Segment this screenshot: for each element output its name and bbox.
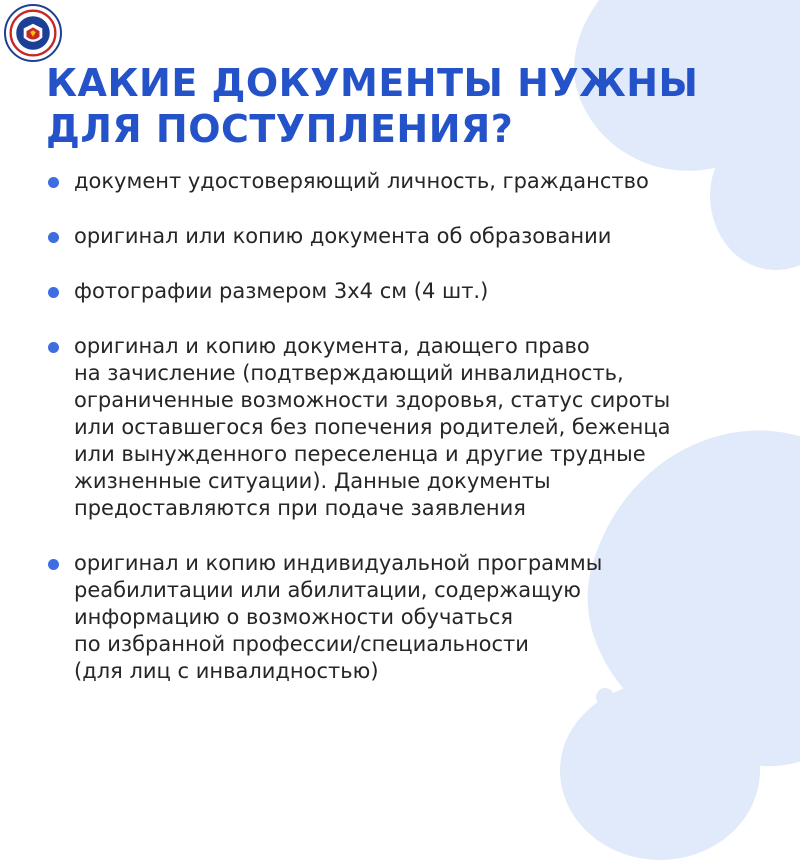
bullet-icon — [48, 559, 59, 570]
bullet-icon — [48, 177, 59, 188]
list-item — [46, 168, 766, 195]
list-item — [46, 278, 766, 305]
list-item-text: на зачисление (подтверждающий инвалидность, — [74, 361, 624, 385]
list-item-text: реабилитации или абилитации, содержащую — [74, 578, 581, 602]
list-item-text: или оставшегося без попечения родителей, беженца — [74, 415, 671, 439]
list-item — [46, 333, 766, 522]
list-item — [46, 223, 766, 250]
documents-list — [46, 168, 766, 713]
list-item-text: или вынужденного переселенца и другие трудные — [74, 442, 646, 466]
list-item-text: (для лиц с инвалидностью) — [74, 659, 379, 683]
institution-emblem-icon — [4, 4, 62, 62]
list-item-text: документ удостоверяющий личность, гражданство — [74, 169, 649, 193]
list-item-text: жизненные ситуации). Данные документы — [74, 469, 551, 493]
title-line: КАКИЕ ДОКУМЕНТЫ НУЖНЫ — [46, 61, 699, 105]
bullet-icon — [48, 287, 59, 298]
bullet-icon — [48, 232, 59, 243]
page-title — [46, 60, 698, 152]
list-item-text: оригинал и копию индивидуальной программы — [74, 551, 603, 575]
list-item-text: информацию о возможности обучаться — [74, 605, 514, 629]
list-item-text: фотографии размером 3х4 см (4 шт.) — [74, 279, 489, 303]
list-item-text: оригинал и копию документа, дающего право — [74, 334, 590, 358]
bullet-icon — [48, 342, 59, 353]
title-line: ДЛЯ ПОСТУПЛЕНИЯ? — [46, 107, 514, 151]
list-item-text: оригинал или копию документа об образовании — [74, 224, 612, 248]
list-item-text: предоставляются при подаче заявления — [74, 496, 526, 520]
list-item-text: ограниченные возможности здоровья, статус сироты — [74, 388, 671, 412]
list-item-text: по избранной профессии/специальности — [74, 632, 529, 656]
list-item — [46, 550, 766, 685]
